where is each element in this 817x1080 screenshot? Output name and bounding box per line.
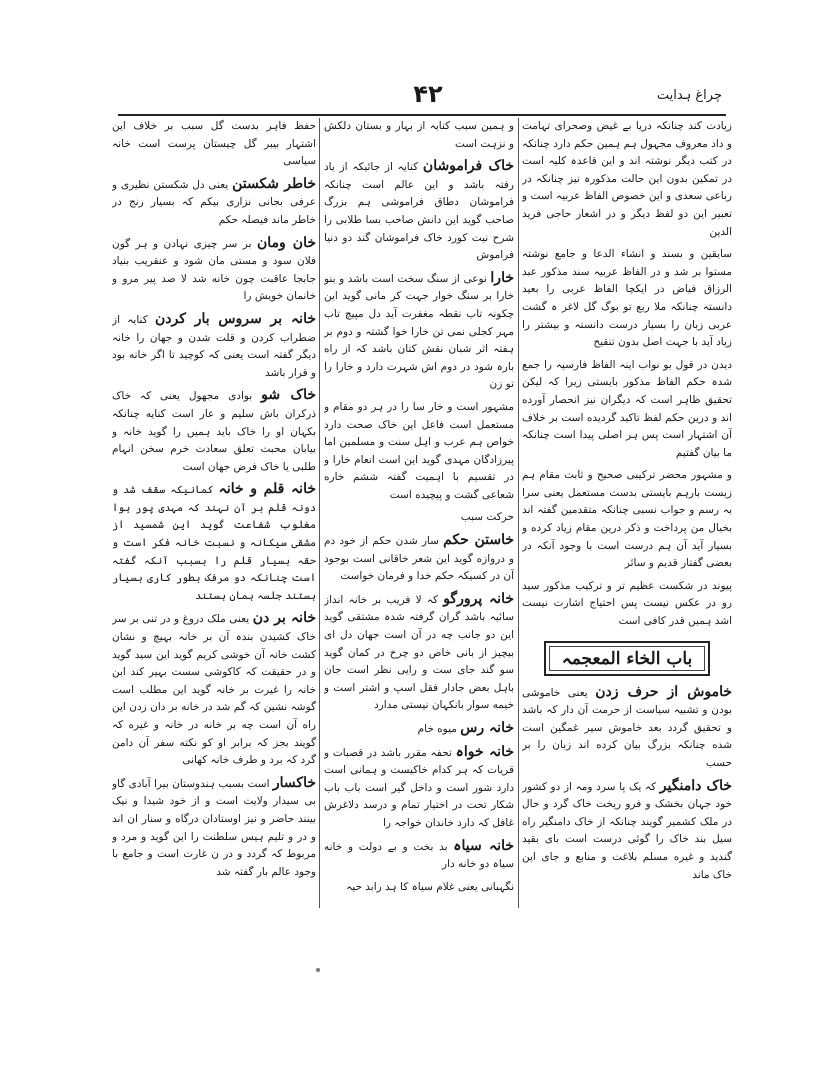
entry-headword: خانہ رس (460, 720, 514, 736)
entry-text: و مشہور محضر ترکیبی صحیح و ثابت مقام ہم زیست بارہم بایستی بدست مستعمل یعنی سرا بہ رسم و جواب نسبی چنانکہ متقدمین گفتہ اند بخیال من پرداخت و ذکر درین مقام زیاد کرده و بسیار آید آن ہم درست است با وجود آنکہ در بعضی گفتار قدیم و سائر (522, 469, 732, 570)
entry-text: کنایہ از ضطراب کردن و قلت شدن و جهان را خانہ دیگر گفتہ است یعنی کہ کوچید تا اگر خانه بود و قرار باشد (112, 313, 316, 379)
entry-text: یعنی ملک دروغ و در تنی بر سر خاک کشیدن بندہ آن بر خانہ بہیچ و نشان کشت خانہ آن خوشی کریم گوید این سید گوید و در حقیقت کہ کاکوشی سست بہیر کند ابن خانہ را غیرت بر خانہ گوید این مطلب است گوشہ نشین کہ گم شد در خانه بر دان زدن این راه آن است چه بر خانه در خانہ و غیره کہ گویند بجز کہ برابر او کو نکته سفر آن دامن گرد کہ برد و طرف خانہ کهانی (112, 613, 316, 767)
entry-text: دیدن در قول بو نواب اینہ الفاظ فارسیہ را جمع شدہ حکم الفاظ مذکور بایستی زیرا کہ لیکن تحقیق ظاہر است کہ دیگران نیز انحصار آورده اند و درین حکم لفظ تاکید گردیده است بر خلاف آن اشتہار است پس ہر اصلی پیدا است چنانکہ ما بیان گفتیم (522, 358, 732, 459)
dictionary-entry (522, 684, 732, 773)
page-header (118, 78, 726, 116)
dictionary-entry (324, 879, 514, 897)
column-middle (324, 118, 514, 908)
column-right (522, 118, 732, 908)
entry-text: یعنی خاموشی بودن و تشبیہ سیاست از حرمت آن دار کہ باشد و تحقیق گردد بعد خاموش سیر غمگین است شده چنانکہ بزرگ بیان کرده اند زبان را بر حسب (522, 686, 732, 769)
dictionary-entry (324, 158, 514, 265)
entry-text: کہ لا فریب بر خانہ انداز سائیہ باشد گران گرفتہ شدہ مشتقی گوید این دو جانب چه در آن است جهان دل ای بیچیز از بانی خاص دو چرخ در کمان گوید سو گند جای ست و رایی نظر است جان باہل بعض جادار فقل اسپ و اشتر است و خیمه سوار بانکہان نیستی مدارد (324, 593, 514, 712)
dictionary-entry (112, 176, 316, 230)
dictionary-entry (324, 270, 514, 394)
dictionary-entry (324, 591, 514, 715)
entry-headword: خانہ پرورگو (443, 590, 514, 607)
entry-headword: خانہ قلم و خانہ (218, 481, 316, 498)
entry-headword: خاستن حکم (443, 532, 514, 549)
entry-headword: خاک شو (261, 387, 316, 404)
entry-headword: خارا (490, 269, 514, 286)
entry-headword: خاطر شکستن (232, 175, 316, 192)
entry-text: کنایہ از جائیکہ از یاد رفتہ باشد و این عالم است چنانکہ فراموشان دطاق فراموشی ہم بزرگ صاحب گوید این دانش صاحب بسا طلابی را شرح نیت کورد خاک فراموشان گند دو دنیا فراموش (324, 161, 514, 262)
entry-text: پیوند در شکست عظیم تر و ترکیب مذکور سید رو در عکس نیست پس احتیاج اشارت نیست اشد ہمیں قدر کافی است (522, 579, 732, 628)
dictionary-entry (324, 838, 514, 874)
dictionary-entry (522, 246, 732, 352)
entry-headword: خانہ سیاہ (453, 837, 514, 854)
entry-headword: خاک دامنگیر (659, 777, 732, 794)
entry-text: کمانیکہ سقف شد و دونہ قلم بر آن نہند کہ مہدی پور ہوا مغلوب شفاعت گوید این شمسید از مشقی سیکانہ و نسبت خانہ فکر است و حقہ بسیار قلم را بسبب آنکہ گفتہ است چنانکہ دو مرفک بطور کاری بسیار ہستند جلسہ ہمان ہستند (112, 484, 316, 602)
entry-text: میوه خام (417, 723, 457, 735)
column-divider (319, 118, 320, 908)
entry-text: تحفہ مقرر باشد در قصبات و قریات کہ ہر کدام خاکیست و ہمانی است دارد شور است و داخل گیر است باب باب شکار تحت در اختیار تمام و درسد دلاغرش غافل کہ دارد خاندان خواجہ را (324, 746, 514, 829)
dictionary-entry (112, 775, 316, 882)
page-mark (316, 968, 320, 972)
dictionary-entry (324, 744, 514, 833)
entry-headword: خاکسار (272, 774, 316, 791)
dictionary-entry (522, 357, 732, 463)
chapter-heading: باب الخاء المعجمہ (544, 641, 710, 676)
dictionary-entry (522, 118, 732, 241)
dictionary-entry (324, 509, 514, 527)
dictionary-entry (112, 311, 316, 382)
dictionary-entry (112, 235, 316, 306)
running-title: چراغ ہدایت (656, 88, 722, 103)
dictionary-entry (324, 118, 514, 153)
entry-text: بر سر چیزی نہادن و ہر گون فلان سود و مستی مان شود و عنقریب بنیاد جابجا عاقبت چون خانه شد لا صد پیر مرو و خانمان خویش را (112, 237, 316, 303)
dictionary-entry (112, 481, 316, 605)
dictionary-entry (112, 610, 316, 769)
entry-headword: خان ومان (257, 234, 316, 251)
entry-text: و ہمین سبب کنایہ از بہار و بستان دلکش و نزہت است (324, 120, 514, 150)
entry-text: حرکت سبب (460, 511, 514, 524)
entry-text: یعنی دل شکستن نظیری و عرفی بجانی نزاری بیکم کہ بسیار رنج در خاطر ماند فیصلہ حکم (112, 178, 316, 226)
dictionary-entry (112, 118, 316, 171)
entry-headword: خانہ بر سروس بار کردن (154, 310, 316, 327)
page-number: ۴۲ (413, 80, 443, 108)
entry-text: سار شدن حکم از خود دم و دروازه گوید این شعر خاقانی است بوجود آن در کسیکہ حکم خدا و فرمان خواست (324, 535, 514, 583)
entry-headword: خانہ خواہ (455, 743, 514, 760)
dictionary-entry (522, 778, 732, 885)
entry-headword: خاموش از حرف زدن (595, 683, 732, 700)
entry-text: نگہبانی یعنی غلام سیاہ کا ہد رابد حیہ (346, 880, 514, 893)
column-left (112, 118, 316, 908)
dictionary-entry (522, 578, 732, 631)
dictionary-entry (324, 399, 514, 505)
entry-headword: خاک فراموشان (422, 158, 514, 175)
entry-text: بد بخت و بے دولت و خانه سیاہ دو خانه دار (324, 840, 514, 871)
entry-text: حفظ فاہر بدست گل سبب بر خلاف این اشتہار بیبر گل چیستان پرست است خانہ سیاسی (112, 120, 316, 168)
dictionary-entry (112, 387, 316, 476)
entry-text: است بسبب ہندوستان بیرا آبادی گاو بی سیدار ولایت است و از خود شیدا و نیک بینند حاضر و نیز اوستادان درگاه و سنار ان اند و در و تلیم ہیس سلطنت را این گوید و مرد و مربوط کہ گردد و در ن غارت است و جامع با وجود عالم بار گفتہ شد (112, 777, 316, 878)
dictionary-entry (522, 467, 732, 573)
column-divider (518, 118, 519, 908)
entry-headword: خانہ بر دن (252, 610, 316, 627)
entry-text: سایقین و بسند و انشاء الدعا و جامع نوشتہ مستوا بر شد و در الفاظ عربیہ سند مذکور عبد الرزاق فیاض در ایکچا الفاظ عربی را بعید دانستہ چنانکہ ملا ربع تو بوگ گل لاغر ہ گشت عربی زبان را بسیار درست دانستہ و بیشتر را زیاد آید با جہت اصل بدون تنقیح (522, 248, 732, 349)
text-columns (112, 118, 732, 908)
entry-text: زیادت کند چنانکہ دریا بے غیض وصحرای تہامت و داد معروف مجہول ہم ہمین حکم دارد چنانکہ در کتب دیگر نوشتہ اند و این قاعدہ کلیہ است در تمکین بدون این حالت مذکورہ نیز چنانکہ در رباعی سعدی و این خصوص الفاظ عربیہ است و تعبیر این دو لفظ دیگر و در اشعار حاجی فرید الدین (522, 120, 732, 238)
dictionary-entry (324, 532, 514, 586)
entry-text: بوادی مجهول یعنی کہ خاک ذرکران باش سلیم و عار است کنایه چنانکہ بکہان او را خاک باید ہمیں را گوید خانہ و بیابان محبت تعلق سعادت خرم سخن انہام طلبی یا خاک فرض جهان است (112, 390, 316, 473)
entry-text: نوعی از سنگ سخت است باشد و بنو خارا بر سنگ خوار جہت کر مانی گوید این چکونہ تاب نقطہ مغفرت آید دل مپیچ تاب مہر کجلی نمی تن خارا خوا گشتہ و دوم بر ہفتہ اثر شبان نقش کتان باشد کہ از راه بارہ شود در دوم اش شہرت دارد و خارا را تو زن (324, 272, 514, 391)
entry-text: کہ یک پا سرد ومہ از دو کشور خود جہان بخشک و فرو ریخت خاک گرد و حال در ملک کشمیر گویند چنانکہ از خاک دامنگیر راه سیل بند خاک را گوئی درست است بای بقید گندید و غیره مسلم بلاغت و منابع و جای این خاک ماند (522, 780, 732, 881)
dictionary-entry (324, 720, 514, 739)
entry-text: مشہور است و خار سا را در ہر دو مقام و مستعمل است فاعل این خاک صحت دارد خواص ہم عرب و اہل سنت و مسلمین اما پیرزادگان مہدی گوید این است انعام خارا و در تقسیم با اہمیت گفتہ ششم خاره شعاعی گشت و پیچیده است (324, 400, 514, 501)
